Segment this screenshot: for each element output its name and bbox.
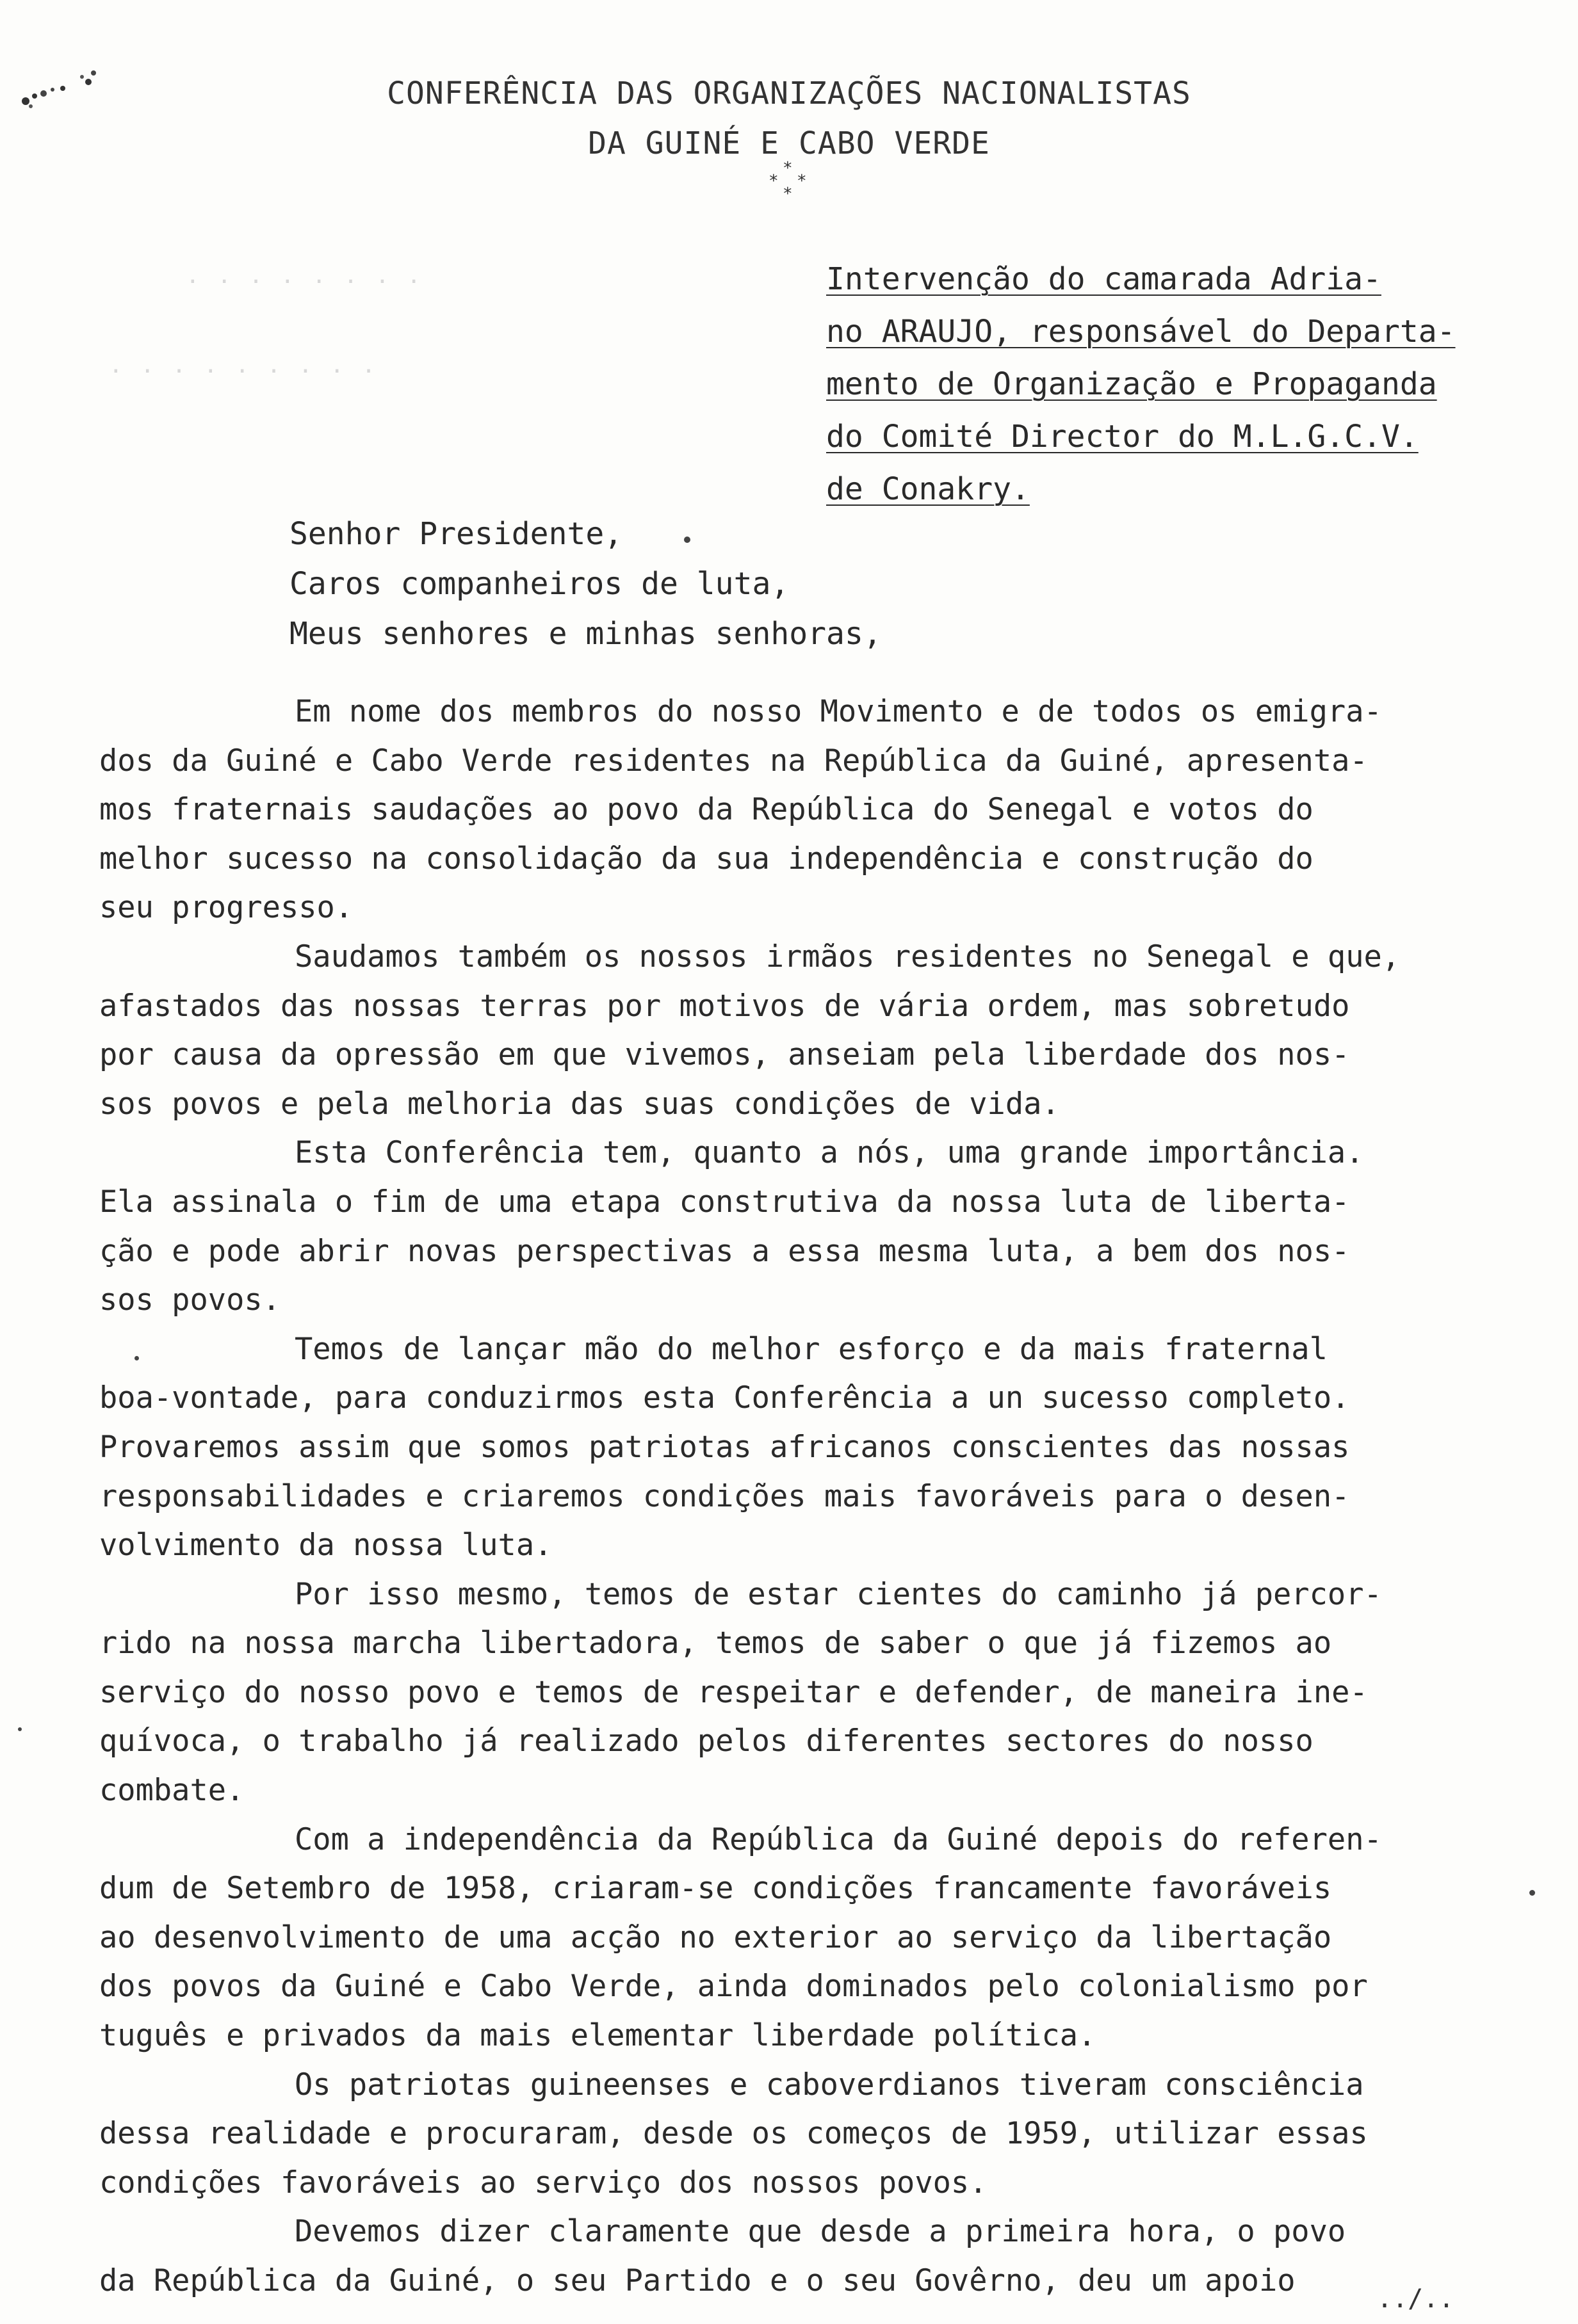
body-line: ção e pode abrir novas perspectivas a essa mesma luta, a bem dos nos- <box>99 1233 1350 1269</box>
body-line: responsabilidades e criaremos condições mais favoráveis para o desen- <box>99 1478 1350 1514</box>
salutation-line: Caros companheiros de luta, <box>289 566 790 602</box>
body-line: Provaremos assim que somos patriotas africanos conscientes das nossas <box>99 1429 1350 1465</box>
body-line: Por isso mesmo, temos de estar cientes do caminho já percor- <box>295 1576 1382 1612</box>
body-line: condições favoráveis ao serviço dos nossos povos. <box>99 2165 988 2200</box>
speech-body <box>99 688 1495 2306</box>
ink-dot <box>18 1727 22 1731</box>
body-line: dum de Setembro de 1958, criaram-se condições francamente favoráveis <box>99 1871 1332 1907</box>
body-line: ao desenvolvimento de uma acção no exterior ao serviço da libertação <box>99 1919 1332 1955</box>
body-line: mos fraternais saudações ao povo da República do Senegal e votos do <box>99 792 1314 828</box>
body-line: tuguês e privados da mais elementar liberdade política. <box>99 2018 1096 2054</box>
bleed-through-text: · · · · · · · · <box>186 269 423 295</box>
continuation-marker: ../.. <box>1377 2284 1454 2314</box>
body-line: seu progresso. <box>99 890 354 926</box>
body-line: dos da Guiné e Cabo Verde residentes na República da Guiné, apresenta- <box>99 743 1368 779</box>
ink-dot <box>684 537 690 543</box>
body-line: dos povos da Guiné e Cabo Verde, ainda dominados pelo colonialismo por <box>99 1969 1368 2005</box>
body-line: quívoca, o trabalho já realizado pelos diferentes sectores do nosso <box>99 1723 1314 1759</box>
body-line: Em nome dos membros do nosso Movimento e de todos os emigra- <box>295 694 1382 729</box>
body-line: combate. <box>99 1773 245 1809</box>
star-ornament <box>761 159 818 204</box>
body-line: Os patriotas guineenses e caboverdianos tiveram consciência <box>295 2067 1364 2102</box>
body-line: boa-vontade, para conduzirmos esta Conferência a un sucesso completo. <box>99 1380 1350 1416</box>
attribution-line: do Comité Director do M.L.G.C.V. <box>826 419 1419 455</box>
body-line: Esta Conferência tem, quanto a nós, uma grande importância. <box>295 1135 1364 1171</box>
salutation-block <box>289 509 882 659</box>
body-line: Ela assinala o fim de uma etapa construtiva da nossa luta de liberta- <box>99 1184 1350 1220</box>
star-glyph: * <box>769 172 779 191</box>
body-line: Com a independência da República da Guiné depois do referen- <box>295 1821 1382 1857</box>
speaker-attribution <box>826 253 1518 515</box>
ink-dot <box>1529 1890 1535 1896</box>
body-line: volvimento da nossa luta. <box>99 1528 553 1563</box>
body-line: da República da Guiné, o seu Partido e o seu Govêrno, deu um apoio <box>99 2263 1296 2298</box>
salutation-line: Senhor Presidente, <box>289 516 623 552</box>
body-line: por causa da opressão em que vivemos, anseiam pela liberdade dos nos- <box>99 1037 1350 1073</box>
body-line: melhor sucesso na consolidação da sua independência e construção do <box>99 841 1314 876</box>
body-line: rido na nossa marcha libertadora, temos de saber o que já fizemos ao <box>99 1626 1332 1661</box>
body-line: sos povos e pela melhoria das suas condições de vida. <box>99 1086 1060 1122</box>
ink-dot <box>134 1356 139 1360</box>
body-line: Saudamos também os nossos irmãos residentes no Senegal e que, <box>295 939 1401 974</box>
salutation-line: Meus senhores e minhas senhoras, <box>289 616 882 652</box>
body-line: Temos de lançar mão do melhor esforço e da mais fraternal <box>295 1331 1328 1367</box>
conference-title: CONFERÊNCIA DAS ORGANIZAÇÕES NACIONALISTAS <box>387 76 1191 111</box>
body-line: serviço do nosso povo e temos de respeitar e defender, de maneira ine- <box>99 1674 1368 1710</box>
body-line: dessa realidade e procuraram, desde os começos de 1959, utilizar essas <box>99 2116 1368 2152</box>
body-line: sos povos. <box>99 1282 281 1318</box>
conference-subtitle: DA GUINÉ E CABO VERDE <box>588 125 990 161</box>
attribution-line: mento de Organização e Propaganda <box>826 366 1437 402</box>
bleed-through-text: · · · · · · · · · <box>109 359 378 385</box>
body-line: Devemos dizer claramente que desde a primeira hora, o povo <box>295 2214 1346 2250</box>
attribution-line: no ARAUJO, responsável do Departa- <box>826 314 1456 350</box>
star-glyph: * <box>797 172 807 191</box>
attribution-line: Intervenção do camarada Adria- <box>826 261 1381 297</box>
attribution-line: de Conakry. <box>826 471 1030 507</box>
body-line: afastados das nossas terras por motivos de vária ordem, mas sobretudo <box>99 988 1350 1024</box>
star-glyph: * <box>783 184 793 204</box>
star-glyph: * <box>783 159 793 178</box>
